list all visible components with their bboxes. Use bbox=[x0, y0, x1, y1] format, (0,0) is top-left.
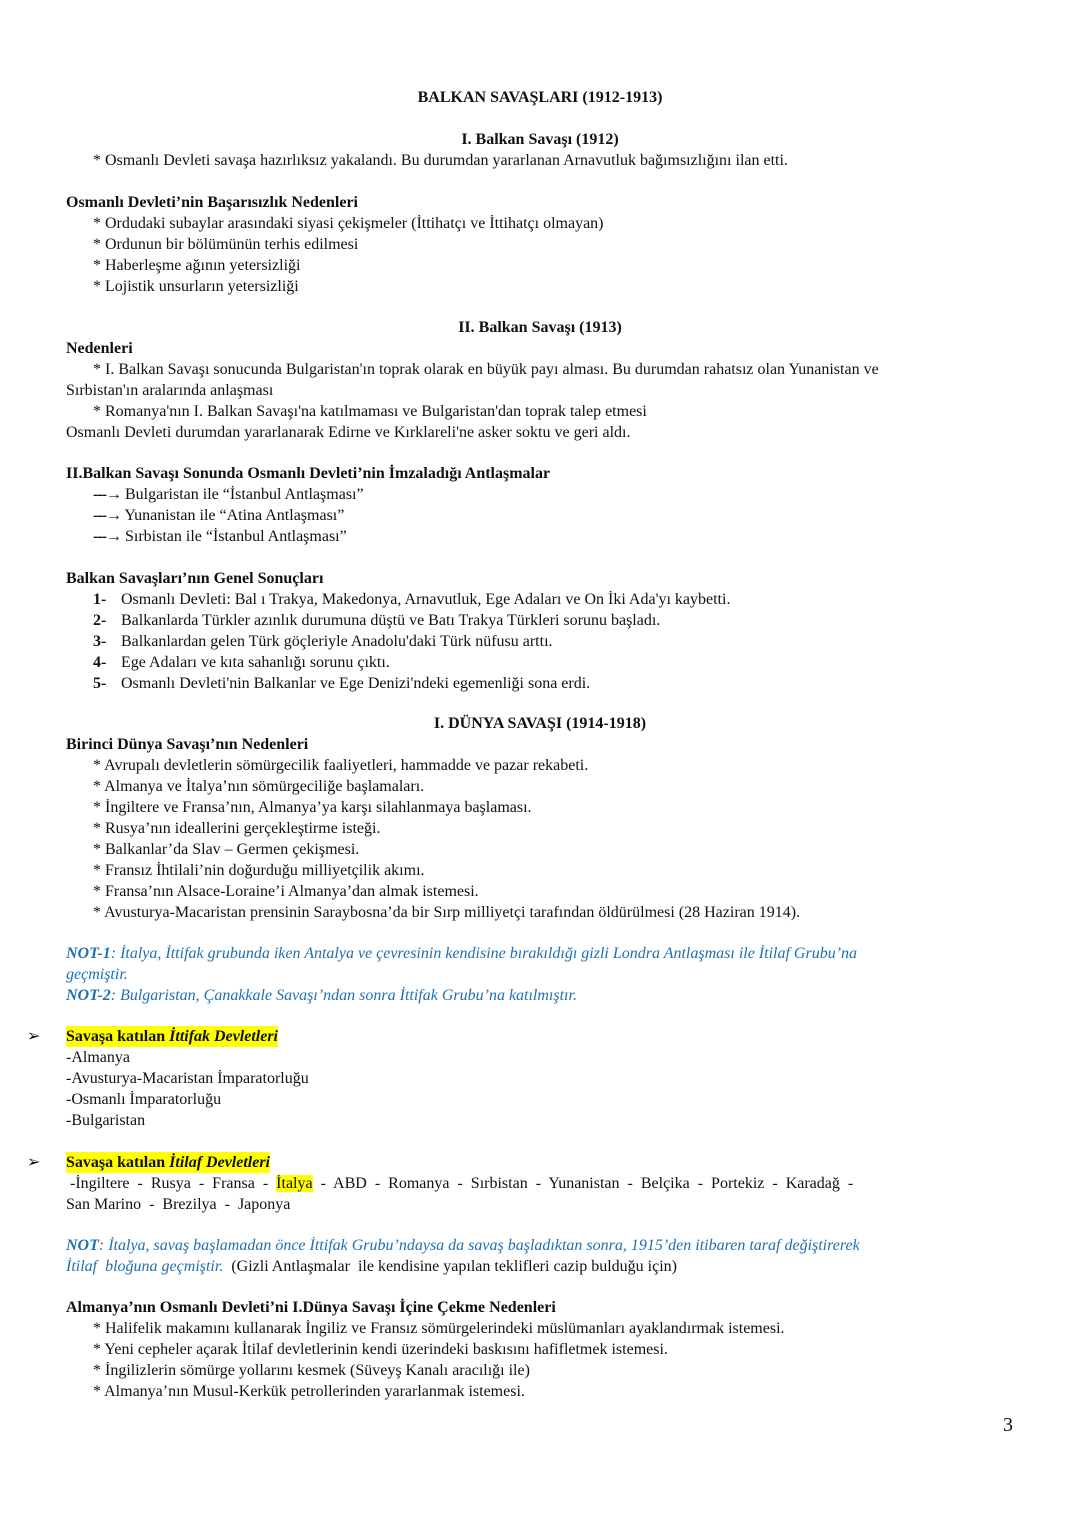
balkan1-intro: * Osmanlı Devleti savaşa hazırlıksız yakalandı. Bu durumdan yararlanan Arnavutluk bağımsızlığını ilan etti. bbox=[93, 152, 788, 169]
ittifak-member: -Osmanlı İmparatorluğu bbox=[66, 1091, 222, 1108]
ww1-cause: * Avrupalı devletlerin sömürgecilik faaliyetleri, hammadde ve pazar rekabeti. bbox=[93, 757, 589, 774]
treaty-item: ---→ Bulgaristan ile “İstanbul Antlaşması” bbox=[93, 486, 364, 503]
arrow-bullet-icon: ➢ bbox=[27, 1154, 41, 1171]
treaty-item: ---→ Sırbistan ile “İstanbul Antlaşması” bbox=[93, 528, 347, 545]
balkan2-outcome: Osmanlı Devleti durumdan yararlanarak Edirne ve Kırklareli'ne asker soktu ve geri aldı. bbox=[66, 424, 631, 441]
arrow-icon: ---→ bbox=[93, 507, 121, 524]
failure-item: * Lojistik unsurların yetersizliği bbox=[93, 278, 299, 295]
note-2: NOT-2: Bulgaristan, Çanakkale Savaşı’ndan sonra İttifak Grubu’na katılmıştır. bbox=[66, 987, 577, 1004]
balkan2-cause-cont: Sırbistan'ın aralarında anlaşması bbox=[66, 382, 274, 399]
italy-highlight: İtalya bbox=[276, 1175, 313, 1192]
document-page: BALKAN SAVAŞLARI (1912-1913) I. Balkan Savaşı (1912) * Osmanlı Devleti savaşa hazırlıksız yakalandı. Bu durumdan yararlanan Arnavutluk bağımsızlığını ilan etti. Osmanlı Devleti’nin Başarısızlık Nedenleri * Ordudaki subaylar arasındaki siyasi çekişmeler (İttihatçı ve İttihatçı olmayan) * Ordunun bir bölümünün terhis edilmesi * Haberleşme ağının yetersizliği * Lojistik unsurların yetersizliği II. Balkan Savaşı (1913) Nedenleri * I. Balkan Savaşı sonucunda Bulgaristan'ın toprak olarak en büyük payı alması. Bu durumdan rahatsız olan Yunanistan ve Sırbistan'ın aralarında anlaşması * Romanya'nın I. Balkan Savaşı'na katılmaması ve Bulgaristan'dan toprak talep etmesi Osmanlı Devleti durumdan yararlanarak Edirne ve Kırklareli'ne asker soktu ve geri aldı. II.Balkan Savaşı Sonunda Osmanlı Devleti’nin İmzaladığı Antlaşmalar ---→ Bulgaristan ile “İstanbul Antlaşması” ---→ Yunanistan ile “Atina Antlaşması” ---→ Sırbistan ile “İstanbul Antlaşması” Balkan Savaşları’nın Genel Sonuçları 1- Osmanlı Devleti: Bal ı Trakya, Makedonya, Arnavutluk, Ege Adaları ve On İki Ada'yı kaybetti. 2- Balkanlarda Türkler azınlık durumuna düştü ve Batı Trakya Türkleri sorunu başladı. 3- Balkanlardan gelen Türk göçleriyle Anadolu'daki Türk nüfusu arttı. 4- Ege Adaları ve kıta sahanlığı sorunu çıktı. 5- Osmanlı Devleti'nin Balkanlar ve Ege Denizi'ndeki egemenliği sona erdi. I. DÜNYA SAVAŞI (1914-1918) Birinci Dünya Savaşı’nın Nedenleri * Avrupalı devletlerin sömürgecilik faaliyetleri, hammadde ve pazar rekabeti. * Almanya ve İtalya’nın sömürgeciliğe başlamaları. * İngiltere ve Fransa’nın, Almanya’ya karşı silahlanmaya başlaması. * Rusya’nın ideallerini gerçekleştirme isteği. * Balkanlar’da Slav – Germen çekişmesi. * Fransız İhtilali’nin doğurduğu milliyetçilik akımı. * Fransa’nın Alsace-Loraine’i Almanya’dan almak istemesi. * Avusturya-Macaristan prensinin Saraybosna’da bir Sırp milliyetçi tarafından öldürülmesi (28 Haziran 1914). NOT-1: İtalya, İttifak grubunda iken Antalya ve çevresinin kendisine bırakıldığı gizli Londra Antlaşması ile İtilaf Grubu’na geçmiştir. NOT-2: Bulgaristan, Çanakkale Savaşı’ndan sonra İttifak Grubu’na katılmıştır. ➢ Savaşa katılan İttifak Devletleri -Almanya -Avusturya-Macaristan İmparatorluğu -Osmanlı İmparatorluğu -Bulgaristan ➢ Savaşa katılan İtilaf Devletleri -İngiltere - Rusya - Fransa - İtalya - ABD - Romanya - Sırbistan - Yunanistan - Belçika - Portekiz - Karadağ - San Marino - Brezilya - Japonya NOT: İtalya, savaş başlamadan önce İttifak Grubu’ndaysa da savaş başladıktan sonra, 1915’den itibaren taraf değiştirerek İtilaf bloğuna geçmiştir. (Gizli Antlaşmalar ile kendisine yapılan teklifleri cazip bulduğu için) Almanya’nın Osmanlı Devleti’ni I.Dünya Savaşı İçine Çekme Nedenleri * Halifelik makamını kullanarak İngiliz ve Fransız sömürgelerindeki müslümanları ayaklandırmak istemesi. * Yeni cepheler açarak İtilaf devletlerinin kendi üzerindeki baskısını hafifletmek istemesi. * İngilizlerin sömürge yollarını kesmek (Süveyş Kanalı aracılığı ile) * Almanya’nın Musul-Kerkük petrollerinden yararlanmak istemesi. 3 bbox=[0, 0, 1080, 1527]
ww1-causes-heading: Birinci Dünya Savaşı’nın Nedenleri bbox=[66, 736, 309, 753]
ittifak-member: -Avusturya-Macaristan İmparatorluğu bbox=[66, 1070, 309, 1087]
result-item: 1- Osmanlı Devleti: Bal ı Trakya, Makedonya, Arnavutluk, Ege Adaları ve On İki Ada'yı kaybetti. bbox=[93, 591, 731, 608]
itilaf-members: -İngiltere - Rusya - Fransa - İtalya - ABD - Romanya - Sırbistan - Yunanistan - Belçika - Portekiz - Karadağ - bbox=[66, 1175, 854, 1192]
treaty-item: ---→ Yunanistan ile “Atina Antlaşması” bbox=[93, 507, 345, 524]
failure-item: * Haberleşme ağının yetersizliği bbox=[93, 257, 301, 274]
itilaf-members-cont: San Marino - Brezilya - Japonya bbox=[66, 1196, 291, 1213]
ww1-cause: * Fransa’nın Alsace-Loraine’i Almanya’dan almak istemesi. bbox=[93, 883, 479, 900]
page-title: BALKAN SAVAŞLARI (1912-1913) bbox=[417, 89, 663, 106]
ww1-cause: * Fransız İhtilali’nin doğurduğu milliyetçilik akımı. bbox=[93, 862, 425, 879]
arrow-bullet-icon: ➢ bbox=[27, 1028, 41, 1045]
note-3: NOT: İtalya, savaş başlamadan önce İttifak Grubu’ndaysa da savaş başladıktan sonra, 1915’den itibaren taraf değiştirerek bbox=[66, 1237, 860, 1254]
failure-item: * Ordunun bir bölümünün terhis edilmesi bbox=[93, 236, 359, 253]
arrow-icon: ---→ bbox=[93, 528, 121, 545]
ww1-cause: * İngiltere ve Fransa’nın, Almanya’ya karşı silahlanmaya başlaması. bbox=[93, 799, 532, 816]
ww1-heading: I. DÜNYA SAVAŞI (1914-1918) bbox=[433, 715, 647, 732]
balkan2-heading: II. Balkan Savaşı (1913) bbox=[458, 319, 622, 336]
page-number: 3 bbox=[1003, 1414, 1013, 1436]
balkan2-causes-heading: Nedenleri bbox=[66, 340, 133, 357]
germany-reason: * Almanya’nın Musul-Kerkük petrollerinden yararlanmak istemesi. bbox=[93, 1383, 525, 1400]
balkan2-cause: * Romanya'nın I. Balkan Savaşı'na katılmaması ve Bulgaristan'dan toprak talep etmesi bbox=[93, 403, 647, 420]
ww1-cause: * Avusturya-Macaristan prensinin Saraybosna’da bir Sırp milliyetçi tarafından öldürülmesi (28 Haziran 1914). bbox=[93, 904, 801, 921]
ww1-cause: * Rusya’nın ideallerini gerçekleştirme isteği. bbox=[93, 820, 381, 837]
ittifak-member: -Bulgaristan bbox=[66, 1112, 146, 1129]
result-item: 5- Osmanlı Devleti'nin Balkanlar ve Ege Denizi'ndeki egemenliği sona erdi. bbox=[93, 675, 591, 692]
note-1-cont: geçmiştir. bbox=[66, 966, 128, 983]
balkan1-heading: I. Balkan Savaşı (1912) bbox=[461, 131, 619, 148]
result-item: 3- Balkanlardan gelen Türk göçleriyle Anadolu'daki Türk nüfusu arttı. bbox=[93, 633, 553, 650]
germany-heading: Almanya’nın Osmanlı Devleti’ni I.Dünya Savaşı İçine Çekme Nedenleri bbox=[66, 1299, 556, 1316]
balkan2-cause: * I. Balkan Savaşı sonucunda Bulgaristan'ın toprak olarak en büyük payı alması. Bu durumdan rahatsız olan Yunanistan ve bbox=[93, 361, 879, 378]
ww1-cause: * Almanya ve İtalya’nın sömürgeciliğe başlamaları. bbox=[93, 778, 425, 795]
germany-reason: * Halifelik makamını kullanarak İngiliz ve Fransız sömürgelerindeki müslümanları ayaklandırmak istemesi. bbox=[93, 1320, 785, 1337]
arrow-icon: ---→ bbox=[93, 486, 121, 503]
germany-reason: * İngilizlerin sömürge yollarını kesmek (Süveyş Kanalı aracılığı ile) bbox=[93, 1362, 530, 1379]
treaties-heading: II.Balkan Savaşı Sonunda Osmanlı Devleti’nin İmzaladığı Antlaşmalar bbox=[66, 465, 551, 482]
note-3-cont: İtilaf bloğuna geçmiştir. (Gizli Antlaşmalar ile kendisine yapılan teklifleri cazip bulduğu için) bbox=[66, 1258, 677, 1275]
results-heading: Balkan Savaşları’nın Genel Sonuçları bbox=[66, 570, 324, 587]
ittifak-member: -Almanya bbox=[66, 1049, 130, 1066]
ww1-cause: * Balkanlar’da Slav – Germen çekişmesi. bbox=[93, 841, 360, 858]
note-1: NOT-1: İtalya, İttifak grubunda iken Antalya ve çevresinin kendisine bırakıldığı gizli Londra Antlaşması ile İtilaf Grubu’na bbox=[66, 945, 858, 962]
failure-item: * Ordudaki subaylar arasındaki siyasi çekişmeler (İttihatçı ve İttihatçı olmayan) bbox=[93, 215, 604, 232]
result-item: 2- Balkanlarda Türkler azınlık durumuna düştü ve Batı Trakya Türkleri sorunu başladı. bbox=[93, 612, 661, 629]
germany-reason: * Yeni cepheler açarak İtilaf devletlerinin kendi üzerindeki baskısını hafifletmek istemesi. bbox=[93, 1341, 668, 1358]
failure-heading: Osmanlı Devleti’nin Başarısızlık Nedenleri bbox=[66, 194, 358, 211]
result-item: 4- Ege Adaları ve kıta sahanlığı sorunu çıktı. bbox=[93, 654, 390, 671]
